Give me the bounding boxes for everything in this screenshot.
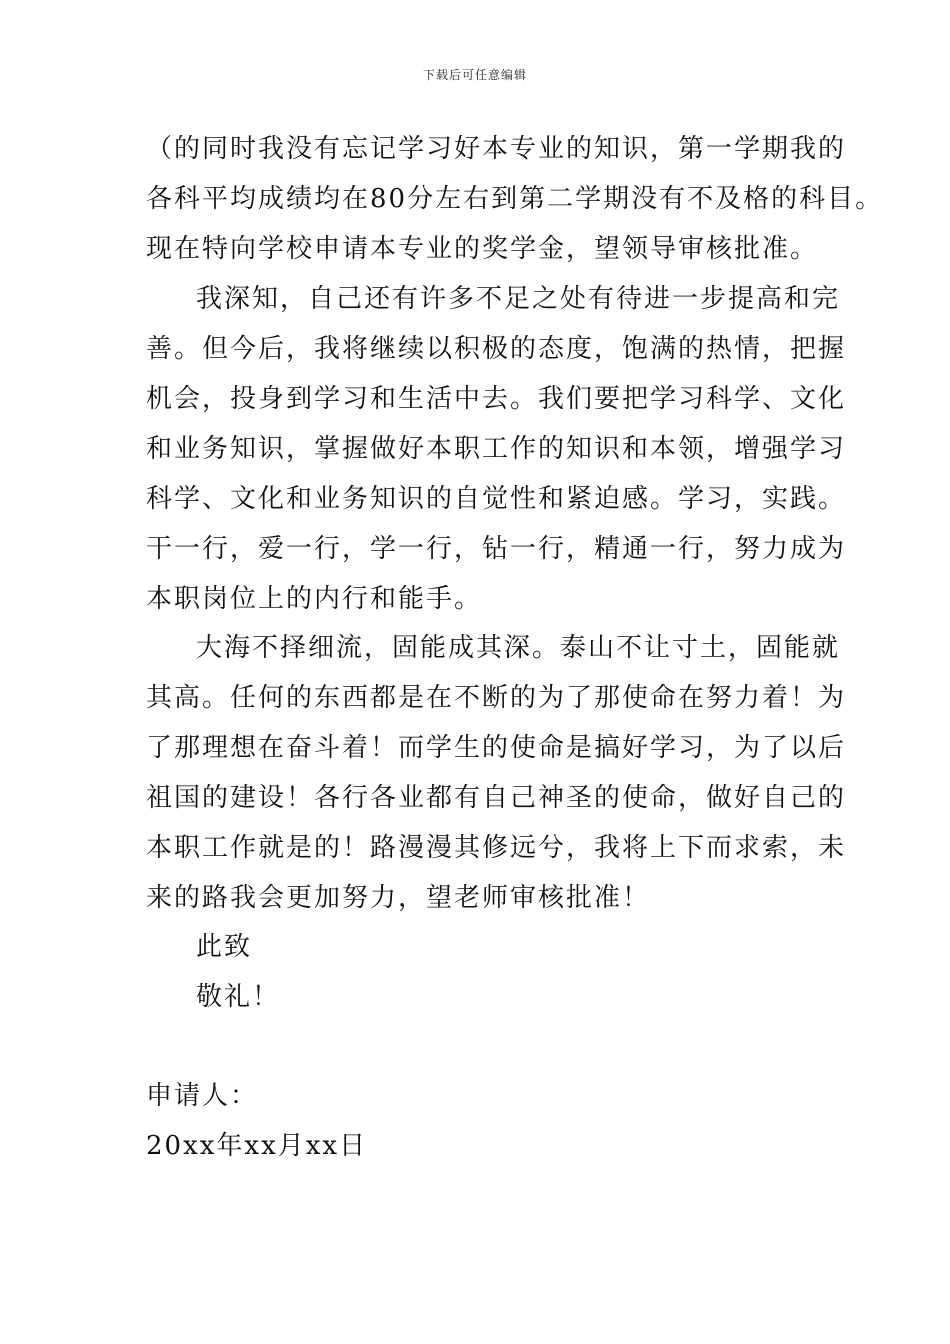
text-line: 本职工作就是的！路漫漫其修远兮，我将上下而求索，未 xyxy=(146,833,847,863)
date-line: 20xx年xx月xx日 xyxy=(146,1131,368,1161)
text-line: 科学、文化和业务知识的自觉性和紧迫感。学习，实践。 xyxy=(146,484,847,514)
text-line: 干一行，爱一行，学一行，钻一行，精通一行，努力成为 xyxy=(146,534,847,564)
text-line: 善。但今后，我将继续以积极的态度，饱满的热情，把握 xyxy=(146,334,847,364)
closing-regards: 敬礼！ xyxy=(196,982,281,1012)
text-line: 本职岗位上的内行和能手。 xyxy=(146,584,483,614)
text-line: （的同时我没有忘记学习好本专业的知识，第一学期我的 xyxy=(146,134,847,164)
text-line: 了那理想在奋斗着！而学生的使命是搞好学习，为了以后 xyxy=(146,733,847,763)
text-line: 机会，投身到学习和生活中去。我们要把学习科学、文化 xyxy=(146,384,847,414)
text-line: 现在特向学校申请本专业的奖学金，望领导审核批准。 xyxy=(146,234,819,264)
download-note: 下载后可任意编辑 xyxy=(422,68,527,82)
text-line: 祖国的建设！各行各业都有自己神圣的使命，做好自己的 xyxy=(146,783,847,813)
text-line: 其高。任何的东西都是在不断的为了那使命在努力着！为 xyxy=(146,683,847,713)
text-line: 大海不择细流，固能成其深。泰山不让寸土，固能就 xyxy=(196,633,841,663)
text-line: 和业务知识，掌握做好本职工作的知识和本领，增强学习 xyxy=(146,434,847,464)
closing-salutation: 此致 xyxy=(196,932,253,962)
text-line: 来的路我会更加努力，望老师审核批准！ xyxy=(146,883,651,913)
applicant-label: 申请人： xyxy=(146,1081,259,1111)
text-line: 各科平均成绩均在80分左右到第二学期没有不及格的科目。 xyxy=(146,184,884,214)
text-line: 我深知，自己还有许多不足之处有待进一步提高和完 xyxy=(196,284,841,314)
